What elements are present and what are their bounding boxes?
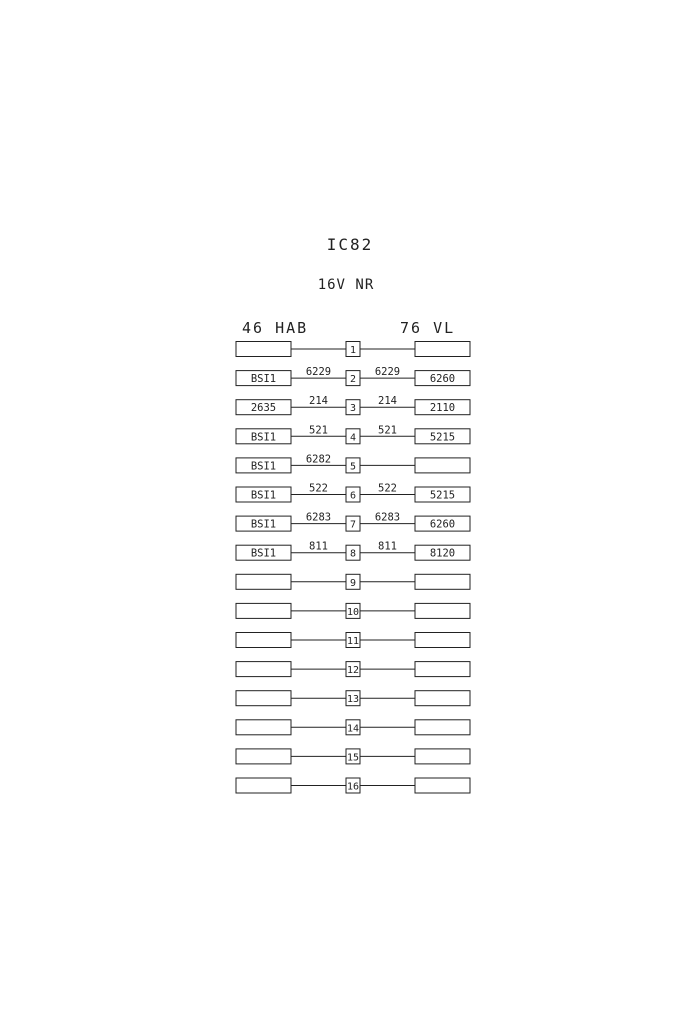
pin-row bbox=[236, 691, 470, 706]
left-terminal-label: 2635 bbox=[250, 402, 277, 415]
right-wire-number: 521 bbox=[378, 424, 397, 437]
pin-number: 1 bbox=[349, 345, 357, 356]
left-wire-number: 6283 bbox=[305, 511, 332, 524]
right-wire-number: 522 bbox=[378, 482, 397, 495]
pin-number: 8 bbox=[349, 548, 357, 560]
right-wire-number: 6229 bbox=[374, 366, 401, 379]
right-terminal-label: 2110 bbox=[429, 402, 456, 415]
right-terminal-box bbox=[415, 749, 470, 764]
pin-row bbox=[236, 749, 470, 764]
right-terminal-box bbox=[415, 458, 470, 473]
pin-number: 16 bbox=[346, 781, 360, 793]
left-terminal-box bbox=[236, 778, 291, 793]
right-header: 76 VL bbox=[400, 319, 456, 337]
pin-row bbox=[236, 483, 470, 503]
left-terminal-label: BSI1 bbox=[250, 547, 277, 560]
right-terminal-box bbox=[415, 691, 470, 706]
left-terminal-label: BSI1 bbox=[250, 489, 277, 502]
pin-row bbox=[236, 662, 470, 677]
right-terminal-label: 5215 bbox=[429, 431, 456, 444]
pin-row bbox=[236, 366, 470, 386]
pin-number: 14 bbox=[346, 723, 360, 735]
pin-number: 7 bbox=[349, 519, 357, 531]
pin-number: 13 bbox=[346, 694, 360, 706]
right-terminal-box bbox=[415, 720, 470, 735]
left-terminal-label: BSI1 bbox=[250, 431, 277, 444]
left-terminal-box bbox=[236, 720, 291, 735]
left-terminal-box bbox=[236, 574, 291, 589]
connector-subtitle: 16V NR bbox=[317, 277, 375, 293]
left-header: 46 HAB bbox=[242, 319, 309, 337]
left-terminal-box bbox=[236, 691, 291, 706]
left-wire-number: 6229 bbox=[305, 366, 332, 379]
pin-row bbox=[236, 512, 470, 532]
connector-title: IC82 bbox=[326, 235, 374, 254]
right-terminal-box bbox=[415, 633, 470, 648]
left-terminal-label: BSI1 bbox=[250, 518, 277, 531]
pin-row bbox=[236, 395, 470, 415]
right-terminal-label: 8120 bbox=[429, 547, 456, 560]
pin-row bbox=[236, 541, 470, 561]
right-terminal-box bbox=[415, 342, 470, 357]
pin-number: 2 bbox=[349, 374, 357, 386]
pin-number: 11 bbox=[346, 636, 360, 647]
left-terminal-box bbox=[236, 749, 291, 764]
pin-row bbox=[236, 778, 470, 793]
left-terminal-label: BSI1 bbox=[250, 373, 277, 386]
pin-number: 15 bbox=[346, 752, 360, 764]
right-wire-number: 214 bbox=[378, 395, 397, 408]
pin-row bbox=[236, 633, 470, 648]
right-terminal-label: 6260 bbox=[429, 373, 456, 386]
right-terminal-box bbox=[415, 662, 470, 677]
right-terminal-box bbox=[415, 574, 470, 589]
left-wire-number: 522 bbox=[309, 482, 328, 495]
left-terminal-label: BSI1 bbox=[250, 460, 277, 473]
right-terminal-label: 5215 bbox=[429, 489, 456, 502]
pin-number: 3 bbox=[349, 403, 357, 415]
left-wire-number: 214 bbox=[309, 395, 328, 408]
pin-row bbox=[236, 603, 470, 618]
right-wire-number: 811 bbox=[378, 540, 397, 553]
right-terminal-label: 6260 bbox=[429, 518, 456, 531]
pin-number: 12 bbox=[346, 665, 360, 677]
left-wire-number: 521 bbox=[309, 424, 328, 437]
pin-number: 5 bbox=[349, 461, 357, 473]
pin-row bbox=[236, 720, 470, 735]
left-wire-number: 6282 bbox=[305, 453, 332, 466]
right-terminal-box bbox=[415, 603, 470, 618]
pin-number: 4 bbox=[349, 432, 357, 444]
pin-rows bbox=[236, 342, 470, 794]
left-terminal-box bbox=[236, 342, 291, 357]
pin-number: 6 bbox=[349, 490, 357, 502]
pin-number: 9 bbox=[349, 577, 357, 589]
pin-number: 10 bbox=[346, 606, 360, 618]
right-wire-number: 6283 bbox=[374, 511, 401, 524]
right-terminal-box bbox=[415, 778, 470, 793]
pin-row bbox=[236, 574, 470, 589]
pin-row bbox=[236, 453, 470, 473]
pin-row bbox=[236, 424, 470, 444]
pin-row bbox=[236, 342, 470, 357]
left-wire-number: 811 bbox=[309, 540, 328, 553]
left-terminal-box bbox=[236, 603, 291, 618]
left-terminal-box bbox=[236, 633, 291, 648]
left-terminal-box bbox=[236, 662, 291, 677]
